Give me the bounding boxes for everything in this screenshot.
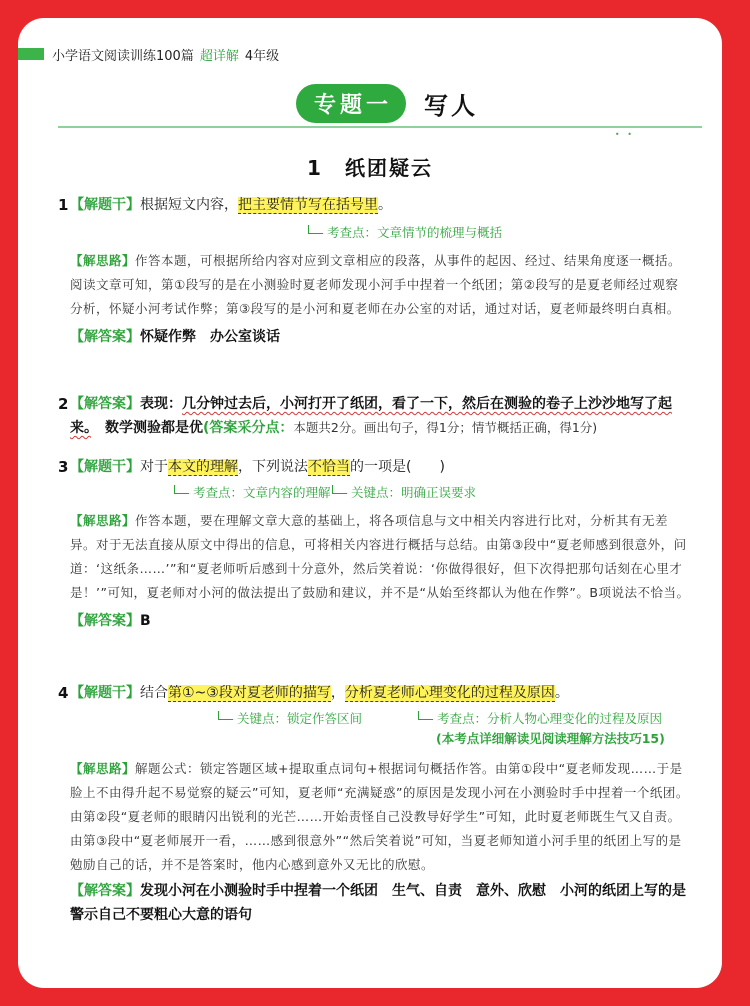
topic-title: 写人 bbox=[424, 92, 479, 120]
q1-answer-text: 怀疑作弊 办公室谈话 bbox=[140, 329, 280, 345]
topic-pill: 专题一 bbox=[296, 84, 406, 123]
q4-stem-highlight-2: 分析夏老师心理变化的过程及原因 bbox=[344, 685, 555, 701]
q3-thinking bbox=[70, 509, 690, 605]
q2-answer-pre: 表现： bbox=[140, 396, 182, 412]
page-sheet bbox=[18, 18, 722, 988]
q4-thinking bbox=[70, 757, 690, 877]
header-green-bar bbox=[18, 48, 44, 60]
lesson-name: 纸团疑云 bbox=[344, 156, 433, 180]
answer-tag: 【解答案】 bbox=[70, 396, 140, 412]
q4-stem-highlight-1: 第①~③段对夏老师的描写 bbox=[168, 685, 331, 701]
question-number: 1 bbox=[58, 196, 69, 214]
q3-thinking-text: 作答本题，要在理解文章大意的基础上，将各项信息与文中相关内容进行比对，分析其有无差异。对于无法直接从原文中得出的信息，可将相关内容进行概括与总结。由第③段中“夏老师感到很意外，问道：‘这纸条……’”和“夏老师听后感到十分意外，然后笑着说：‘你做得很好，但下次得把那句话刻在心里才是！’”可知，夏老师对小河的做法提出了鼓励和建议，并不是“从始至终都认为他在作弊”。B项说法不恰当。 bbox=[70, 513, 690, 600]
stem-tag: 【解题干】 bbox=[70, 685, 140, 701]
answer-tag: 【解答案】 bbox=[70, 883, 140, 899]
q1-thinking-text: 作答本题，可根据所给内容对应到文章相应的段落，从事件的起因、经过、结果角度逐一概括。阅读文章可知，第①段写的是在小测验时夏老师发现小河手中捏着一个纸团；第②段写的是夏老师经过观察分析，怀疑小河考试作弊；第③段写的是小河和夏老师在办公室的对话，通过对话，夏老师最终明白真相。 bbox=[70, 253, 682, 316]
lesson-number: 1 bbox=[307, 156, 323, 180]
q2-score-tag: (答案采分点： bbox=[203, 420, 294, 436]
q4-annotation-2: 考查点：分析人物心理变化的过程及原因 bbox=[418, 707, 662, 731]
question-4 bbox=[58, 681, 690, 927]
q2-answer-sentence: 几分钟过去后，小河打开了纸团，看了一下，然后在测验的卷子上沙沙地写了起来。 bbox=[70, 396, 672, 436]
q1-stem-highlight: 把主要情节写在括号里 bbox=[238, 197, 378, 213]
q3-stem-post: 的一项是( ) bbox=[350, 459, 445, 475]
q4-thinking-text: 解题公式：锁定答题区域+提取重点词句+根据词句概括作答。由第①段中“夏老师发现……于是脸上不由得升起不易觉察的疑云”可知，夏老师“充满疑惑”的原因是发现小河在小测验时手中捏着一个纸团。由第②段“夏老师的眼睛闪出锐利的光芒……开始责怪自己没教导好学生”可知，此时夏老师既生气又自责。由第③段中“夏老师展开一看，……感到很意外”“然后笑着说”可知，当夏老师知道小河手里的纸团上写的是勉励自己的话，并不是答案时，他内心感到意外又无比的欣慰。 bbox=[70, 761, 689, 872]
q3-stem-highlight-1: 本文的理解 bbox=[168, 459, 238, 475]
q4-stem-mid: ， bbox=[330, 685, 345, 701]
stem-tag: 【解题干】 bbox=[70, 459, 140, 475]
book-title: 小学语文阅读训练100篇 bbox=[52, 48, 194, 64]
stem-tag: 【解题干】 bbox=[70, 197, 140, 213]
lesson-title bbox=[18, 152, 722, 181]
q4-stem-pre: 结合 bbox=[140, 685, 168, 701]
question-2 bbox=[58, 392, 690, 440]
q4-answer bbox=[70, 879, 690, 927]
section-divider bbox=[58, 126, 702, 128]
q4-annotation-3: (本考点详细解读见阅读理解方法技巧15) bbox=[436, 731, 665, 746]
q3-annotation-2: 关键点：明确正误要求 bbox=[332, 481, 476, 505]
question-number: 2 bbox=[58, 395, 69, 413]
q4-stem-post: 。 bbox=[554, 685, 569, 701]
q1-answer bbox=[70, 325, 690, 349]
q3-stem-highlight-2: 不恰当 bbox=[308, 459, 350, 475]
edition-label: 超详解 bbox=[199, 48, 239, 64]
q2-answer-post: 数学测验都是优 bbox=[91, 420, 203, 436]
q4-answer-text: 发现小河在小测验时手中捏着一个纸团 生气、自责 意外、欣慰 小河的纸团上写的是警示自己不要粗心大意的语句 bbox=[70, 883, 686, 923]
question-3 bbox=[58, 455, 690, 633]
answer-tag: 【解答案】 bbox=[70, 613, 140, 629]
question-number: 4 bbox=[58, 684, 69, 702]
question-number: 3 bbox=[58, 458, 69, 476]
q3-stem-mid: ，下列说法 bbox=[238, 459, 308, 475]
q1-stem-post: 。 bbox=[378, 197, 392, 213]
q1-thinking bbox=[70, 249, 690, 321]
think-tag: 【解思路】 bbox=[70, 761, 136, 776]
divider-dots: • • bbox=[614, 130, 632, 139]
think-tag: 【解思路】 bbox=[70, 513, 136, 528]
think-tag: 【解思路】 bbox=[70, 253, 136, 268]
running-header bbox=[18, 44, 279, 64]
question-1 bbox=[58, 193, 690, 349]
q3-annotation-1: 考查点：文章内容的理解 bbox=[174, 481, 331, 505]
topic-heading bbox=[296, 84, 478, 123]
grade-label: 4年级 bbox=[244, 48, 280, 64]
q1-annotation: 考查点：文章情节的梳理与概括 bbox=[308, 221, 502, 245]
q3-answer-text: B bbox=[140, 613, 151, 629]
q3-answer bbox=[70, 609, 690, 633]
answer-tag: 【解答案】 bbox=[70, 329, 140, 345]
q2-score-note: 本题共2分。画出句子，得1分；情节概括正确，得1分) bbox=[293, 420, 598, 435]
q4-annotation-1: 关键点：锁定作答区间 bbox=[218, 707, 362, 731]
q3-stem-pre: 对于 bbox=[140, 459, 168, 475]
q1-stem-pre: 根据短文内容， bbox=[140, 197, 238, 213]
